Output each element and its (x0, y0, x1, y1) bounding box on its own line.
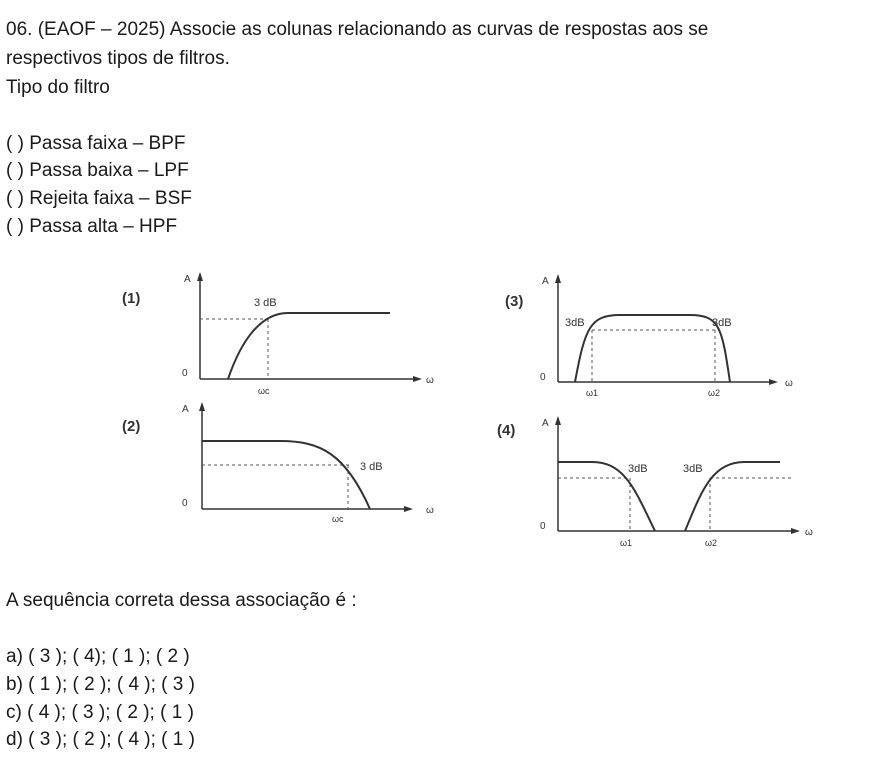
f1-wc-label: ωc (258, 386, 270, 396)
f4-zero-label: 0 (540, 521, 546, 532)
answer-a: a) ( 3 ); ( 4); ( 1 ); ( 2 ) (6, 646, 190, 667)
f3-3db-label-2: 3dB (712, 317, 732, 329)
f1-axis-y-label: A (184, 274, 191, 285)
answer-d: d) ( 3 ); ( 2 ); ( 4 ); ( 1 ) (6, 729, 195, 750)
question-line-3: Tipo do filtro (6, 77, 110, 98)
question-line-1: 06. (EAOF – 2025) Associe as colunas relacionando as curvas de respostas aos se (6, 19, 709, 40)
answer-c: c) ( 4 ); ( 3 ); ( 2 ); ( 1 ) (6, 702, 194, 723)
figure-4-bandstop-plot (530, 410, 820, 555)
f2-axis-x-label: ω (426, 505, 434, 516)
f4-3db-label-2: 3dB (683, 463, 703, 475)
f2-x-arrow (404, 506, 413, 512)
option-bpf: ( ) Passa faixa – BPF (6, 133, 186, 154)
f2-response-curve (202, 441, 370, 509)
answer-prompt: A sequência correta dessa associação é : (6, 590, 357, 611)
option-lpf: ( ) Passa baixa – LPF (6, 160, 189, 181)
option-bsf: ( ) Rejeita faixa – BSF (6, 188, 192, 209)
f2-zero-label: 0 (182, 498, 188, 509)
figure-1-highpass-plot (170, 268, 440, 403)
figure-2-lowpass-plot (170, 398, 440, 528)
f2-wc-label: ωc (332, 514, 344, 524)
f3-response-curve (575, 315, 730, 382)
f2-axis-y-label: A (182, 404, 189, 415)
f4-x-arrow (791, 528, 800, 534)
f4-axis-x-label: ω (805, 527, 813, 538)
figure-4-label: (4) (497, 422, 516, 439)
f1-response-curve (228, 313, 390, 379)
figure-3-label: (3) (505, 293, 524, 310)
answer-b: b) ( 1 ); ( 2 ); ( 4 ); ( 3 ) (6, 674, 195, 695)
f1-3db-label: 3 dB (254, 297, 277, 309)
f3-axis-x-label: ω (785, 378, 793, 389)
figure-3-bandpass-plot (530, 268, 805, 403)
f2-3db-label: 3 dB (360, 461, 383, 473)
f3-3db-label-1: 3dB (565, 317, 585, 329)
option-hpf: ( ) Passa alta – HPF (6, 216, 178, 237)
f1-zero-label: 0 (182, 368, 188, 379)
f3-axis-y-label: A (542, 276, 549, 287)
figure-1-label: (1) (122, 290, 141, 307)
f1-axis-x-label: ω (426, 375, 434, 386)
f3-x-arrow (769, 379, 778, 385)
f4-w2-label: ω2 (705, 538, 718, 548)
f1-x-arrow (413, 376, 422, 382)
figure-2-label: (2) (122, 418, 141, 435)
f4-3db-label-1: 3dB (628, 463, 648, 475)
f4-w1-label: ω1 (620, 538, 633, 548)
f3-w2-label: ω2 (708, 388, 721, 398)
f3-zero-label: 0 (540, 372, 546, 383)
f4-axis-y-label: A (542, 418, 549, 429)
f3-w1-label: ω1 (586, 388, 599, 398)
question-line-2: respectivos tipos de filtros. (6, 48, 230, 69)
